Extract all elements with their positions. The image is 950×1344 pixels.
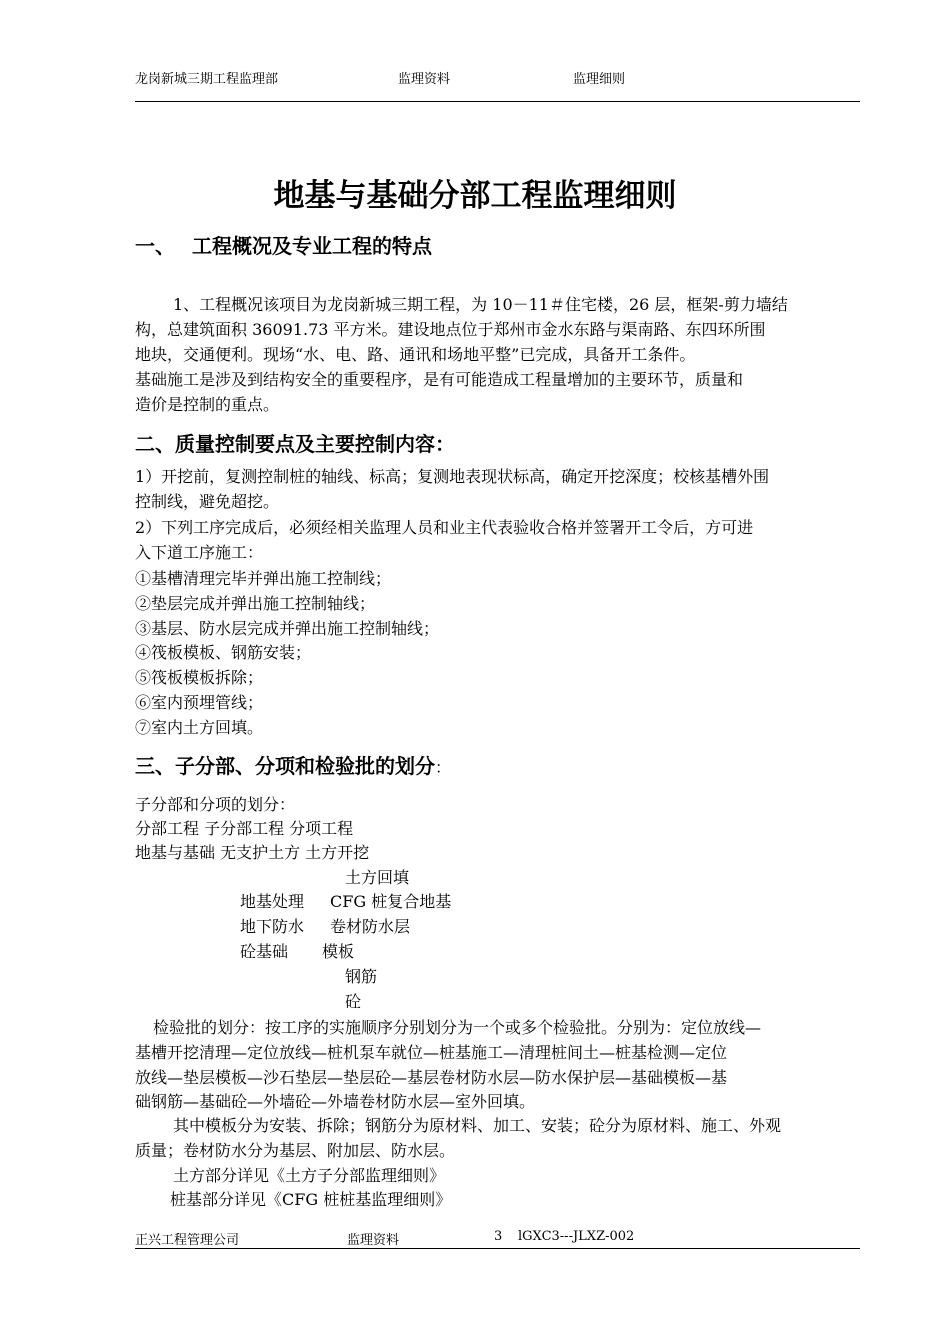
- section2-list-item: ⑦室内土方回填。: [135, 718, 264, 737]
- section2-list-item: ③基层、防水层完成并弹出施工控制轴线；: [135, 619, 440, 638]
- section3-intro: 子分部和分项的划分：: [135, 795, 296, 814]
- division-sub-waterproof: 地下防水: [240, 917, 305, 936]
- note-line: 质量；卷材防水分为基层、附加层、防水层。: [135, 1141, 456, 1160]
- section2-list-item: ②垫层完成并弹出施工控制轴线；: [135, 594, 376, 613]
- section2-line: 1）开挖前，复测控制桩的轴线、标高；复测地表现状标高，确定开挖深度；校核基槽外围: [135, 467, 770, 486]
- section2-line: 控制线，避免超挖。: [135, 492, 280, 511]
- footer-company: 正兴工程管理公司: [135, 1233, 240, 1248]
- section1-line: 构，总建筑面积 36091.73 平方米。建设地点位于郑州市金水东路与渠南路、东四环所围: [135, 320, 766, 339]
- section2-list-item: ⑤筏板模板拆除；: [135, 668, 264, 687]
- section1-line: 1、工程概况该项目为龙岗新城三期工程，为 10－11＃住宅楼，26 层，框架-剪力墙结: [173, 295, 788, 314]
- division-table-header: 分部工程 子分部工程 分项工程: [135, 819, 354, 838]
- header-project: 龙岗新城三期工程监理部: [135, 72, 279, 87]
- section2-heading: 二、质量控制要点及主要控制内容：: [135, 432, 455, 456]
- division-sub-concrete: 砼基础: [240, 942, 289, 961]
- section3-heading-wrap: [135, 750, 451, 779]
- section2-list-item: ④筏板模板、钢筋安装；: [135, 643, 312, 662]
- division-sub-foundation: 地基处理: [240, 892, 305, 911]
- section2-line: 入下道工序施工：: [135, 543, 264, 562]
- section1-heading-number: 一、: [135, 234, 175, 258]
- division-item-backfill: 土方回填: [345, 868, 410, 887]
- header-rule: [135, 101, 860, 102]
- reference-earthwork: 土方部分详见《土方子分部监理细则》: [173, 1166, 446, 1185]
- footer-category: 监理资料: [347, 1233, 400, 1248]
- note-line: 其中模板分为安装、拆除；钢筋分为原材料、加工、安装；砼分为原材料、施工、外观: [173, 1116, 782, 1135]
- section1-line: 地块，交通便利。现场“水、电、路、通讯和场地平整”已完成，具备开工条件。: [135, 345, 696, 364]
- division-row-main: 地基与基础 无支护土方 土方开挖: [135, 843, 370, 862]
- section1-line: 造价是控制的重点。: [135, 395, 280, 414]
- footer-page-number: 3: [494, 1229, 503, 1244]
- batch-line: 放线—垫层模板—沙石垫层—垫层砼—基层卷材防水层—防水保护层—基础模板—基: [135, 1068, 728, 1087]
- section3-heading: 三、子分部、分项和检验批的划分: [135, 754, 435, 778]
- header-category: 监理资料: [398, 72, 451, 87]
- batch-line: 础钢筋—基础砼—外墙砼—外墙卷材防水层—室外回填。: [135, 1092, 536, 1111]
- page-title: 地基与基础分部工程监理细则: [273, 178, 677, 214]
- batch-line: 检验批的划分：按工序的实施顺序分别划分为一个或多个检验批。分别为：定位放线—: [153, 1018, 762, 1037]
- section2-line: 2）下列工序完成后，必须经相关监理人员和业主代表验收合格并签署开工令后，方可进: [135, 518, 754, 537]
- header-doc-type: 监理细则: [573, 72, 626, 87]
- division-item-cfg: CFG 桩复合地基: [330, 892, 452, 911]
- division-item-rebar: 钢筋: [345, 967, 378, 986]
- section2-list-item: ⑥室内预埋管线；: [135, 693, 264, 712]
- section1-line: 基础施工是涉及到结构安全的重要程序，是有可能造成工程量增加的主要环节，质量和: [135, 370, 744, 389]
- section2-list-item: ①基槽清理完毕并弹出施工控制线；: [135, 569, 392, 588]
- footer-rule: [135, 1248, 860, 1249]
- reference-pile: 桩基部分详见《CFG 桩桩基监理细则》: [170, 1190, 452, 1209]
- division-item-concrete: 砼: [345, 992, 362, 1011]
- division-item-formwork: 模板: [322, 942, 355, 961]
- section3-heading-suffix: ：: [435, 758, 452, 777]
- division-item-membrane: 卷材防水层: [330, 917, 411, 936]
- footer-doc-code: lGXC3---JLXZ-002: [518, 1229, 635, 1244]
- batch-line: 基槽开挖清理—定位放线—桩机泵车就位—桩基施工—清理桩间土—桩基检测—定位: [135, 1043, 728, 1062]
- section1-heading: 工程概况及专业工程的特点: [192, 234, 432, 258]
